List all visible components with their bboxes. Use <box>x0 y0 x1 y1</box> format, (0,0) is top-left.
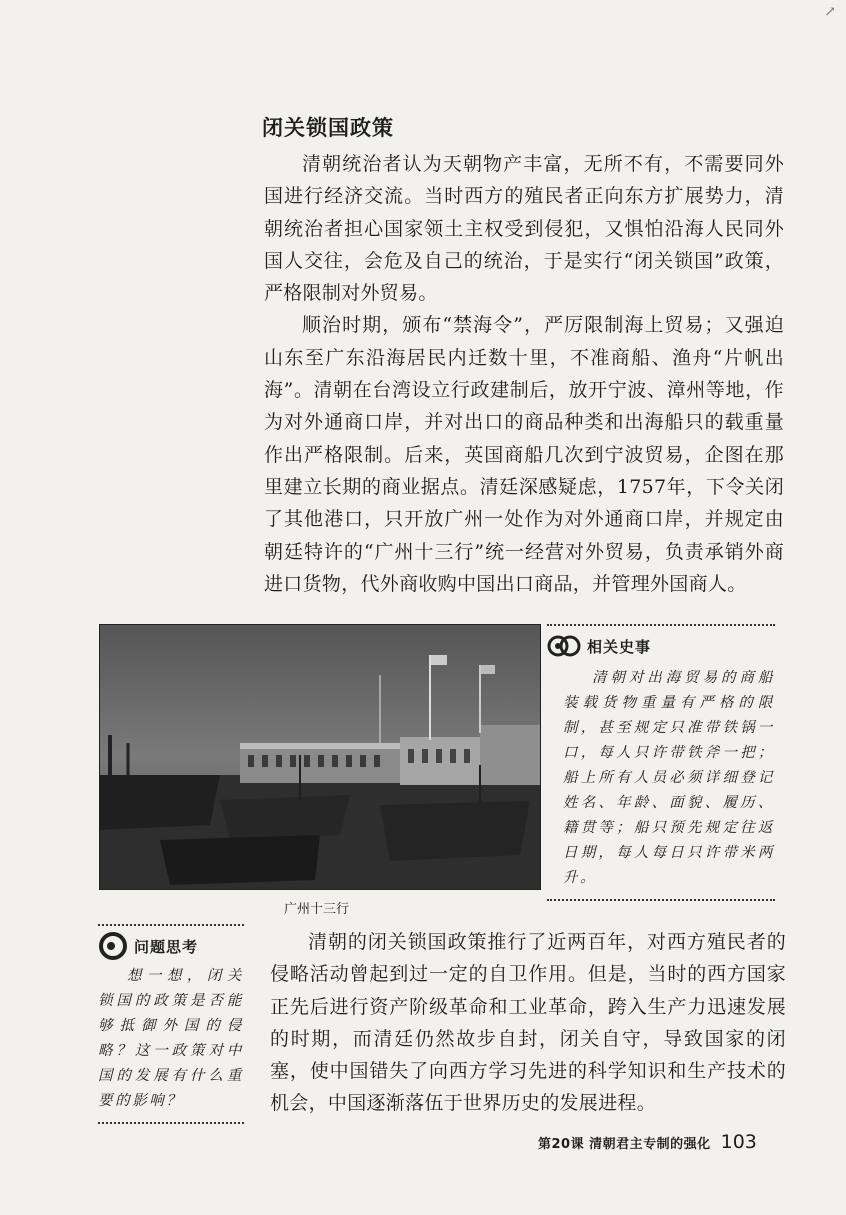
related-history-divider <box>547 893 775 901</box>
paragraph-3: 清朝的闭关锁国政策推行了近两百年，对西方殖民者的侵略活动曾起到过一定的自卫作用。但是，当时的西方国家正先后进行资产阶级革命和工业革命，跨入生产力迅速发展的时期，而清廷仍然故步自封，闭关自守，导致国家的闭塞，使中国错失了向西方学习先进的科学知识和生产技术的机会，中国逐渐落伍于世界历史的发展进程。 <box>270 931 786 1115</box>
thirteen-hongs-photo <box>99 624 541 890</box>
harbor-illustration <box>100 625 540 889</box>
question-header <box>98 924 244 964</box>
question-title: 问题思考 <box>134 937 199 956</box>
question-divider <box>98 1116 244 1124</box>
question-paragraph: 想一想，闭关锁国的政策是否能够抵御外国的侵略？这一政策对中国的发展有什么重要的影响？ <box>98 968 244 1109</box>
lesson-title: 第20课 清朝君主专制的强化 <box>538 1137 711 1152</box>
related-history-paragraph: 清朝对出海贸易的商船装载货物重量有严格的限制，甚至规定只准带铁锅一口，每人只许带铁斧一把；船上所有人员必须详细登记姓名、年龄、面貌、履历、籍贯等；船只预先规定往返日期，每人每日只许带米两升。 <box>563 670 775 886</box>
related-history-title: 相关史事 <box>587 637 652 656</box>
related-history-header <box>547 624 775 664</box>
question-circle-icon <box>98 931 128 961</box>
spiral-logo-icon <box>547 631 581 661</box>
main-text <box>264 148 784 600</box>
related-history-text <box>563 666 775 891</box>
question-text <box>98 964 244 1114</box>
photo-caption: 广州十三行 <box>284 902 350 917</box>
related-history-box <box>547 624 775 901</box>
section-title: 闭关锁国政策 <box>262 116 394 140</box>
paragraph-1: 清朝统治者认为天朝物产丰富，无所不有，不需要同外国进行经济交流。当时西方的殖民者正向东方扩展势力，清朝统治者担心国家领土主权受到侵犯，又惧怕沿海人民同外国人交往，会危及自己的统治，于是实行“闭关锁国”政策，严格限制对外贸易。 <box>264 153 784 305</box>
page-footer <box>538 1131 757 1153</box>
paragraph-2: 顺治时期，颁布“禁海令”，严厉限制海上贸易；又强迫山东至广东沿海居民内迁数十里，不准商船、渔舟“片帆出海”。清朝在台湾设立行政建制后，放开宁波、漳州等地，作为对外通商口岸，并对出口的商品种类和出海船只的载重量作出严格限制。后来，英国商船几次到宁波贸易，企图在那里建立长期的商业据点。清廷深感疑虑，1757年，下令关闭了其他港口，只开放广州一处作为对外通商口岸，并规定由朝廷特许的“广州十三行”统一经营对外贸易，负责承销外商进口货物，代外商收购中国出口商品，并管理外国商人。 <box>264 314 784 595</box>
page-number: 103 <box>720 1131 757 1153</box>
corner-mark: ↗ <box>824 4 836 20</box>
conclusion-text <box>270 926 786 1120</box>
question-box <box>98 924 244 1124</box>
